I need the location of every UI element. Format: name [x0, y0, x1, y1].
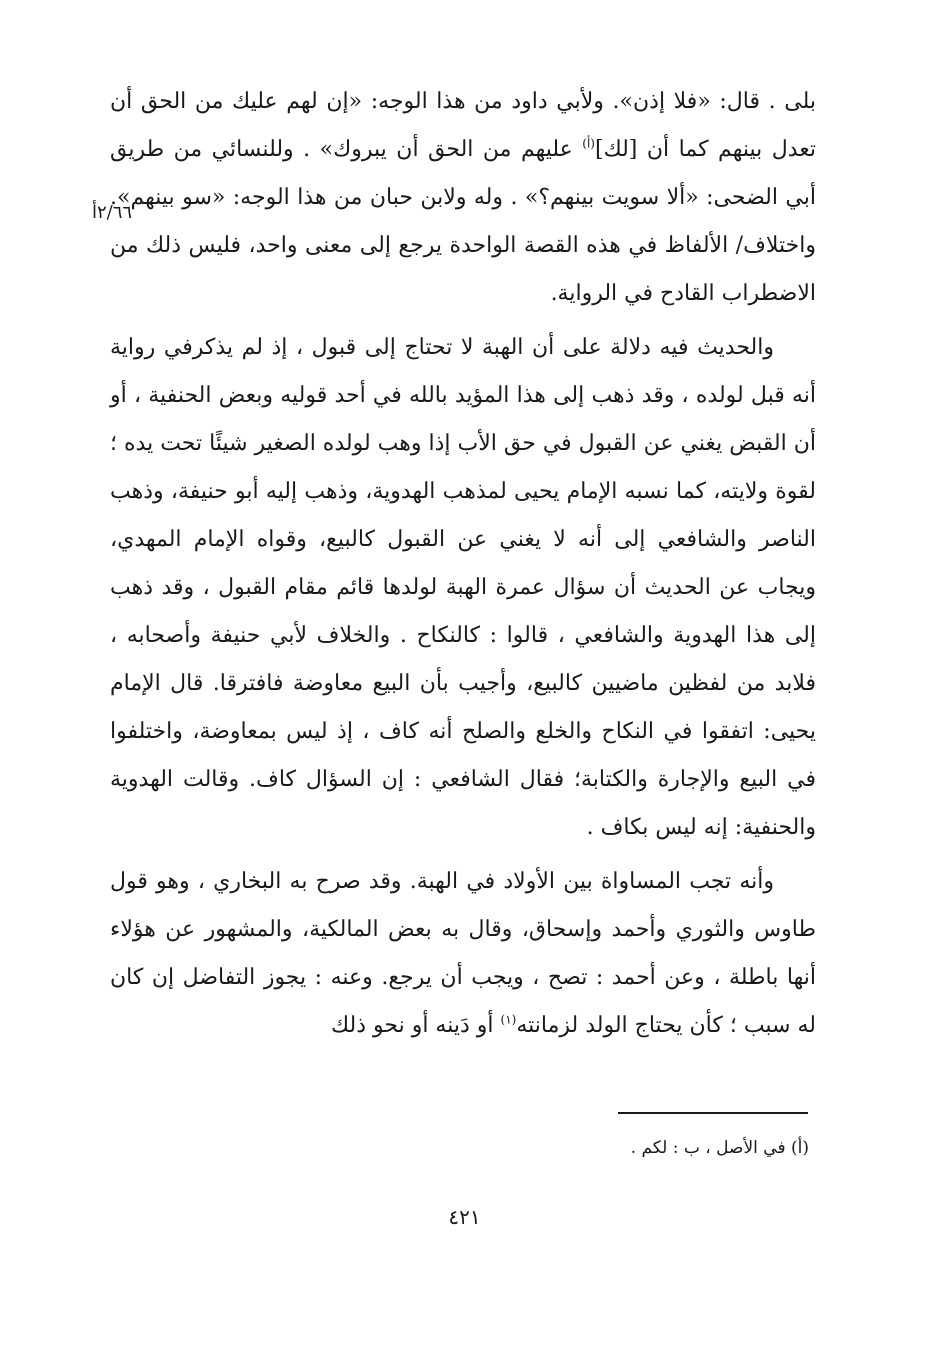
footnote-marker-1: (١) [500, 1012, 517, 1027]
footnote-divider [618, 1112, 808, 1114]
margin-note: ٢/٦٦أ [92, 202, 133, 223]
paragraph-1-continuation: عليهم من الحق أن يبروك» . وللنسائي من طريق أبي الضحى: «ألا سويت بينهم؟» . وله ولابن حبان من هذا الوجه: «سو بينهم». واختلاف/ الألفاظ في هذه القصة الواحدة يرجع إلى معنى واحد، فليس ذلك من الاضطراب القادح في الرواية. [110, 137, 816, 306]
paragraph-3 [110, 858, 816, 1050]
footnote: (أ) في الأصل ، ب : لكم . [630, 1138, 809, 1158]
main-text [110, 78, 816, 1050]
paragraph-1 [110, 78, 816, 318]
page-number: ٤٢١ [448, 1205, 481, 1229]
footnote-marker-a: (أ) [582, 136, 595, 151]
paragraph-1-start: بلى . قال: «فلا إذن». ولأبي داود من هذا الوجه: «إن لهم عليك من الحق أن تعدل بينهم كما أن [لك] [110, 89, 817, 162]
paragraph-3-end: أو دَينه أو نحو ذلك [330, 1013, 501, 1038]
paragraph-2: والحديث فيه دلالة على أن الهبة لا تحتاج إلى قبول ، إذ لم يذكرفي رواية أنه قبل لولده ، وقد ذهب إلى هذا المؤيد بالله في أحد قوليه وبعض الحنفية ، أو أن القبض يغني عن القبول في حق الأب إذا وهب لولده الصغير شيئًا تحت يده ؛ لقوة ولايته، كما نسبه الإمام يحيى لمذهب الهدوية، وذهب إليه أبو حنيفة، وذهب الناصر والشافعي إلى أنه لا يغني عن القبول كالبيع، وقواه الإمام المهدي، ويجاب عن الحديث أن سؤال عمرة الهبة لولدها قائم مقام القبول ، وقد ذهب إلى هذا الهدوية والشافعي ، قالوا : كالنكاح . والخلاف لأبي حنيفة وأصحابه ، فلابد من لفظين ماضيين كالبيع، وأجيب بأن البيع معاوضة فافترقا. قال الإمام يحيى: اتفقوا في النكاح والخلع والصلح أنه كاف ، إذ ليس بمعاوضة، واختلفوا في البيع والإجارة والكتابة؛ فقال الشافعي : إن السؤال كاف. وقالت الهدوية والحنفية: إنه ليس بكاف . [110, 335, 816, 840]
paragraph-3-start: وأنه تجب المساواة بين الأولاد في الهبة. وقد صرح به البخاري ، وهو قول طاوس والثوري وأحمد وإسحاق، وقال به بعض المالكية، والمشهور عن هؤلاء أنها باطلة ، وعن أحمد : تصح ، ويجب أن يرجع. وعنه : يجوز التفاضل إن كان له سبب ؛ كأن يحتاج الولد لزمانته [110, 869, 816, 1038]
